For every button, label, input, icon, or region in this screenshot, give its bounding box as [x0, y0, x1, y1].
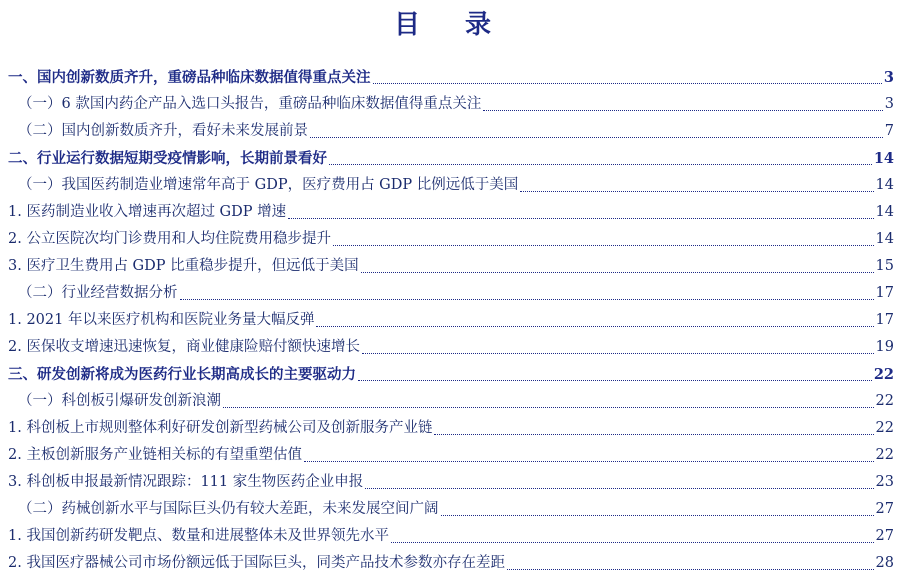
toc-entry-label: （一）6 款国内药企产品入选口头报告，重磅品种临床数据值得重点关注: [0, 91, 481, 118]
toc-entry-label: 2. 公立医院次均门诊费用和人均住院费用稳步提升: [0, 226, 331, 253]
toc-entry-label: 1. 我国创新药研发靶点、数量和进展整体未及世界领先水平: [0, 523, 389, 550]
toc-entry[interactable]: [0, 64, 900, 91]
toc-entry-page-number: 17: [876, 280, 900, 307]
dot-leader: [329, 164, 872, 165]
toc-entry[interactable]: [0, 361, 900, 388]
toc-entry[interactable]: [0, 226, 900, 253]
toc-entry-label: 一、国内创新数质齐升，重磅品种临床数据值得重点关注: [0, 64, 371, 91]
toc-entry-label: 三、研发创新将成为医药行业长期高成长的主要驱动力: [0, 361, 356, 388]
toc-entry-page-number: 22: [874, 361, 900, 388]
toc-entry-page-number: 7: [885, 118, 900, 145]
toc-entry[interactable]: [0, 415, 900, 442]
dot-leader: [365, 488, 873, 489]
page-title: 目 录: [393, 10, 510, 40]
dot-leader: [361, 272, 874, 273]
toc-entry-page-number: 14: [874, 145, 900, 172]
toc-entry[interactable]: [0, 550, 900, 576]
dot-leader: [316, 326, 873, 327]
dot-leader: [441, 515, 874, 516]
toc-entry[interactable]: [0, 118, 900, 145]
dot-leader: [180, 299, 874, 300]
toc-entry-page-number: 3: [885, 91, 900, 118]
dot-leader: [391, 542, 874, 543]
toc-entry-label: 1. 2021 年以来医疗机构和医院业务量大幅反弹: [0, 307, 314, 334]
toc-entry-label: 2. 主板创新服务产业链相关标的有望重塑估值: [0, 442, 302, 469]
toc-entry-label: （一）我国医药制造业增速常年高于 GDP，医疗费用占 GDP 比例远低于美国: [0, 172, 518, 199]
toc-entry-page-number: 3: [884, 64, 900, 91]
toc-entry-label: （二）药械创新水平与国际巨头仍有较大差距，未来发展空间广阔: [0, 496, 439, 523]
toc-entry-label: 2. 我国医疗器械公司市场份额远低于国际巨头，同类产品技术参数亦存在差距: [0, 550, 505, 576]
toc-entry-page-number: 14: [876, 172, 900, 199]
toc-entry-page-number: 22: [876, 442, 900, 469]
toc-entry[interactable]: [0, 91, 900, 118]
toc-entry-page-number: 27: [876, 496, 900, 523]
dot-leader: [507, 569, 874, 570]
toc-entry-label: 二、行业运行数据短期受疫情影响，长期前景看好: [0, 145, 327, 172]
dot-leader: [304, 461, 874, 462]
toc-entry-page-number: 22: [876, 388, 900, 415]
toc-entry[interactable]: [0, 334, 900, 361]
toc-entry[interactable]: [0, 496, 900, 523]
toc-entry-label: 1. 医药制造业收入增速再次超过 GDP 增速: [0, 199, 286, 226]
dot-leader: [358, 380, 872, 381]
toc-entry-label: 3. 科创板申报最新情况跟踪：111 家生物医药企业申报: [0, 469, 363, 496]
toc-entry-page-number: 19: [876, 334, 900, 361]
toc-entry[interactable]: [0, 442, 900, 469]
dot-leader: [434, 434, 873, 435]
toc-entry-page-number: 14: [876, 226, 900, 253]
toc-entry[interactable]: [0, 253, 900, 280]
dot-leader: [310, 137, 883, 138]
table-of-contents: [0, 64, 900, 576]
toc-entry-label: （二）国内创新数质齐升，看好未来发展前景: [0, 118, 308, 145]
toc-entry-page-number: 14: [876, 199, 900, 226]
toc-entry-page-number: 22: [876, 415, 900, 442]
toc-entry[interactable]: [0, 469, 900, 496]
toc-entry[interactable]: [0, 307, 900, 334]
toc-entry[interactable]: [0, 172, 900, 199]
dot-leader: [362, 353, 874, 354]
dot-leader: [373, 83, 882, 84]
toc-entry[interactable]: [0, 145, 900, 172]
dot-leader: [333, 245, 874, 246]
toc-entry-label: （二）行业经营数据分析: [0, 280, 178, 307]
toc-entry-label: 2. 医保收支增速迅速恢复，商业健康险赔付额快速增长: [0, 334, 360, 361]
toc-entry[interactable]: [0, 388, 900, 415]
dot-leader: [520, 191, 873, 192]
toc-entry[interactable]: [0, 199, 900, 226]
toc-entry[interactable]: [0, 523, 900, 550]
toc-entry-page-number: 17: [876, 307, 900, 334]
toc-entry-page-number: 28: [876, 550, 900, 576]
toc-entry-page-number: 15: [876, 253, 900, 280]
toc-entry-page-number: 27: [876, 523, 900, 550]
dot-leader: [223, 407, 874, 408]
toc-entry-label: 1. 科创板上市规则整体利好研发创新型药械公司及创新服务产业链: [0, 415, 432, 442]
dot-leader: [483, 110, 882, 111]
toc-entry-page-number: 23: [876, 469, 900, 496]
toc-entry-label: 3. 医疗卫生费用占 GDP 比重稳步提升，但远低于美国: [0, 253, 359, 280]
toc-entry-label: （一）科创板引爆研发创新浪潮: [0, 388, 221, 415]
toc-entry[interactable]: [0, 280, 900, 307]
dot-leader: [288, 218, 873, 219]
